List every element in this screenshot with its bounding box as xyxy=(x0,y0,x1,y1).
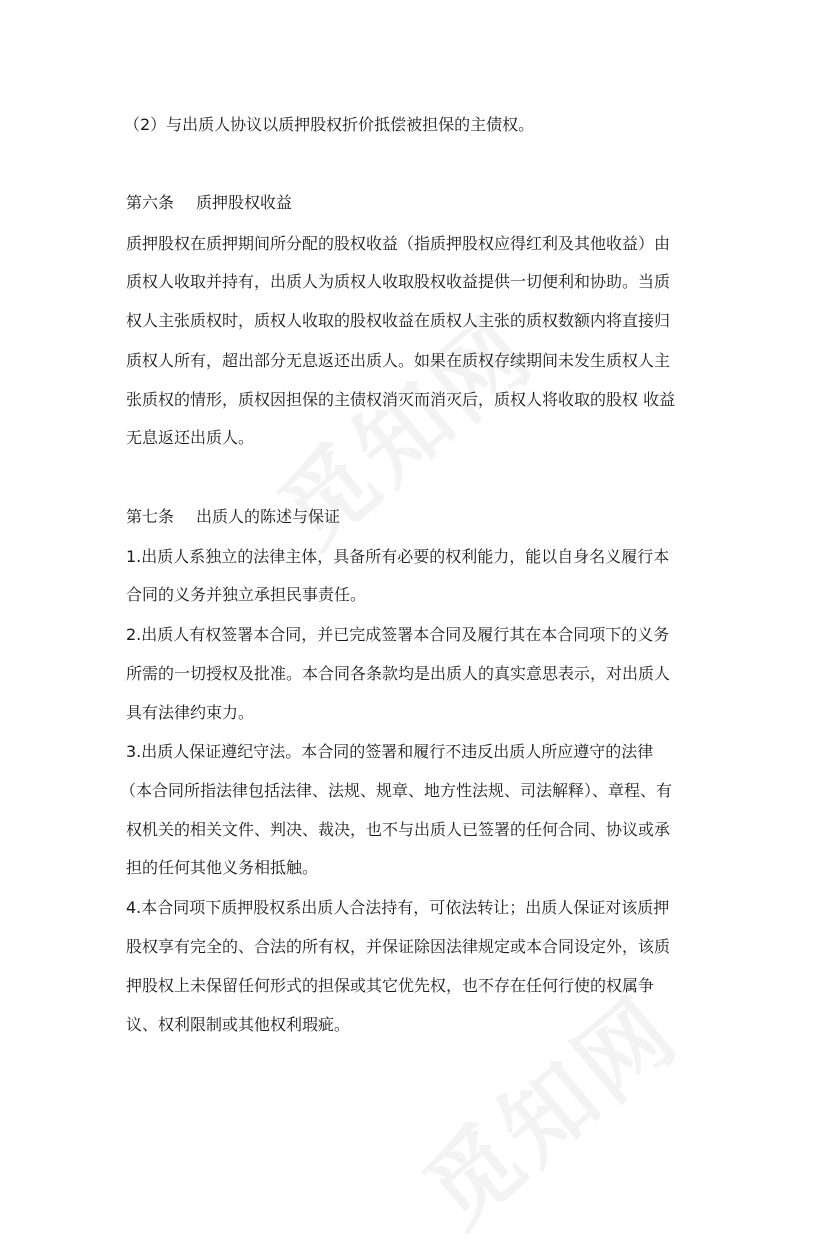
article-7-line: 押股权上未保留任何形式的担保或其它优先权，也不存在任何行使的权属争 xyxy=(126,976,655,995)
article-7-title: 出质人的陈述与保证 xyxy=(196,507,341,526)
article-6-line: 质押股权在质押期间所分配的股权收益（指质押股权应得红利及其他收益）由 xyxy=(126,234,671,253)
article-7-line: 所需的一切授权及批准。本合同各条款均是出质人的真实意思表示，对出质人 xyxy=(126,664,671,683)
article-6-line: 质权人收取并持有，出质人为质权人收取股权收益提供一切便利和协助。当质 xyxy=(126,272,671,291)
clause-item-2: （2）与出质人协议以质押股权折价抵偿被担保的主债权。 xyxy=(124,115,535,134)
article-7-line: 股权享有完全的、合法的所有权，并保证除因法律规定或本合同设定外，该质 xyxy=(126,937,671,956)
article-7-line: 议、权利限制或其他权利瑕疵。 xyxy=(126,1015,351,1034)
article-7-number: 第七条 xyxy=(126,507,175,526)
article-6-number: 第六条 xyxy=(126,193,175,212)
article-7-line: 具有法律约束力。 xyxy=(126,703,255,722)
article-6-heading xyxy=(126,195,292,211)
article-7-line: 权机关的相关文件、判决、裁决，也不与出质人已签署的任何合同、协议或承 xyxy=(126,820,671,839)
article-7-line: 4.本合同项下质押股权系出质人合法持有，可依法转让；出质人保证对该质押 xyxy=(126,898,670,917)
article-6-line: 质权人所有，超出部分无息返还出质人。如果在质权存续期间未发生质权人主 xyxy=(126,351,671,370)
article-6-line: 权人主张质权时，质权人收取的股权收益在质权人主张的质权数额内将直接归 xyxy=(126,311,671,330)
article-7-heading xyxy=(126,509,340,525)
article-7-line: 合同的义务并独立承担民事责任。 xyxy=(126,585,367,604)
article-7-line: 1.出质人系独立的法律主体，具备所有必要的权利能力，能以自身名义履行本 xyxy=(126,547,670,566)
article-6-title: 质押股权收益 xyxy=(196,193,293,212)
article-6-line: 张质权的情形，质权因担保的主债权消灭而消灭后，质权人将收取的股权 收益 xyxy=(126,390,676,409)
article-7-line: 3.出质人保证遵纪守法。本合同的签署和履行不违反出质人所应遵守的法律 xyxy=(126,742,654,761)
article-7-line: （本合同所指法律包括法律、法规、规章、地方性法规、司法解释）、章程、有 xyxy=(120,781,673,800)
watermark-text xyxy=(392,961,702,1251)
article-7-line: 担的任何其他义务相抵触。 xyxy=(126,858,319,877)
article-7-line: 2.出质人有权签署本合同，并已完成签署本合同及履行其在本合同项下的义务 xyxy=(126,625,670,644)
article-6-line: 无息返还出质人。 xyxy=(126,428,255,447)
